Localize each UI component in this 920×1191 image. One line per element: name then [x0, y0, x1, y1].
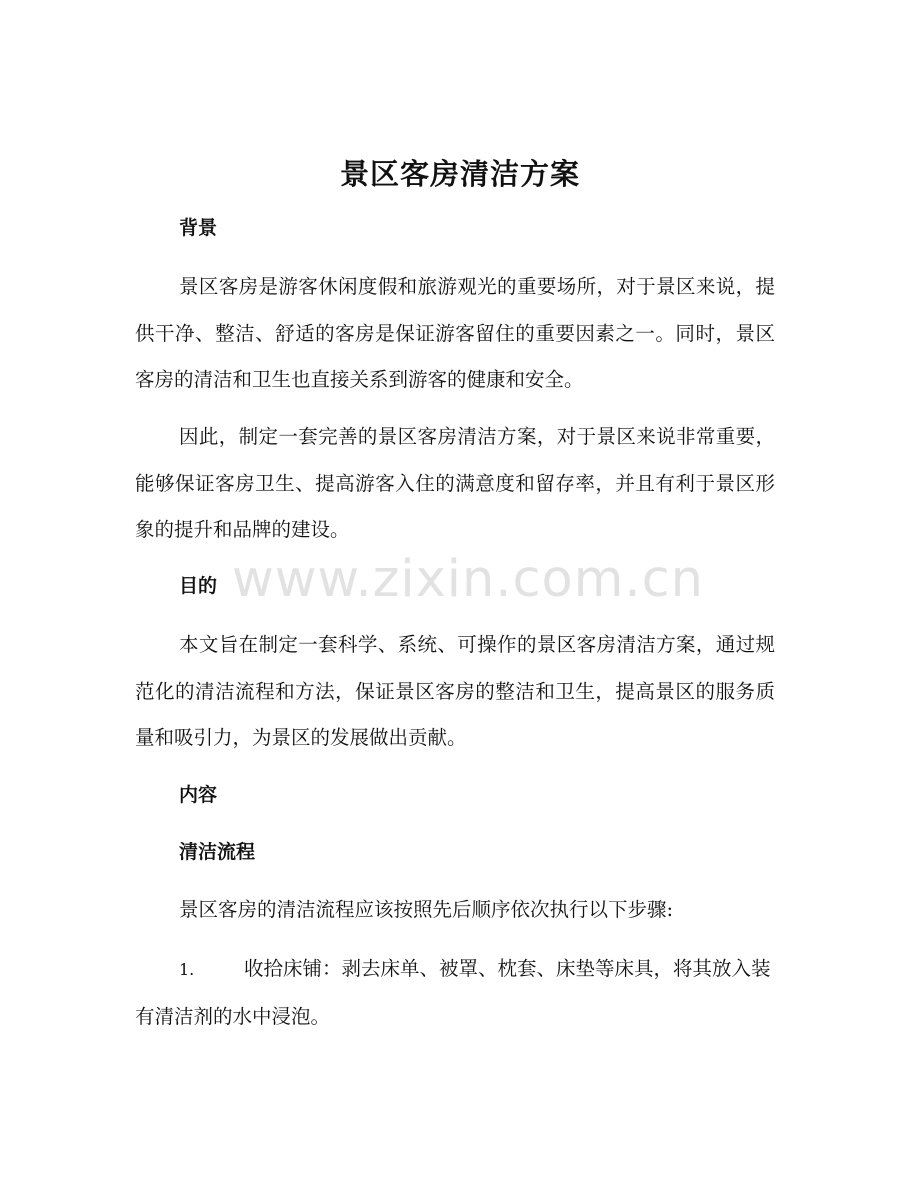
document-title: 景区客房清洁方案: [339, 157, 580, 191]
list-item: [135, 946, 775, 1040]
watermark: www.zixin.com.cn: [232, 550, 704, 609]
section-heading-purpose: 目的: [179, 575, 218, 597]
purpose-paragraph-1: 本文旨在制定一套科学、系统、可操作的景区客房清洁方案，通过规范化的清洁流程和方法，保证景区客房的整洁和卫生，提高景区的服务质量和吸引力，为景区的发展做出贡献。: [135, 633, 775, 749]
list-item-number: 1.: [179, 960, 195, 979]
subsection-heading-cleaning-process: 清洁流程: [179, 841, 256, 863]
cleaning-process-intro: 景区客房的清洁流程应该按照先后顺序依次执行以下步骤:: [179, 898, 674, 921]
section-heading-background: 背景: [179, 217, 218, 239]
background-paragraph-1: 景区客房是游客休闲度假和旅游观光的重要场所，对于景区来说，提供干净、整洁、舒适的客房是保证游客留住的重要因素之一。同时，景区客房的清洁和卫生也直接关系到游客的健康和安全。: [135, 275, 775, 391]
list-item-text: 收拾床铺：剥去床单、被罩、枕套、床垫等床具，将其放入装有清洁剂的水中浸泡。: [135, 957, 771, 1028]
background-paragraph-2: 因此，制定一套完善的景区客房清洁方案，对于景区来说非常重要，能够保证客房卫生、提高游客入住的满意度和留存率，并且有利于景区形象的提升和品牌的建设。: [135, 425, 775, 541]
section-heading-content: 内容: [179, 784, 218, 806]
